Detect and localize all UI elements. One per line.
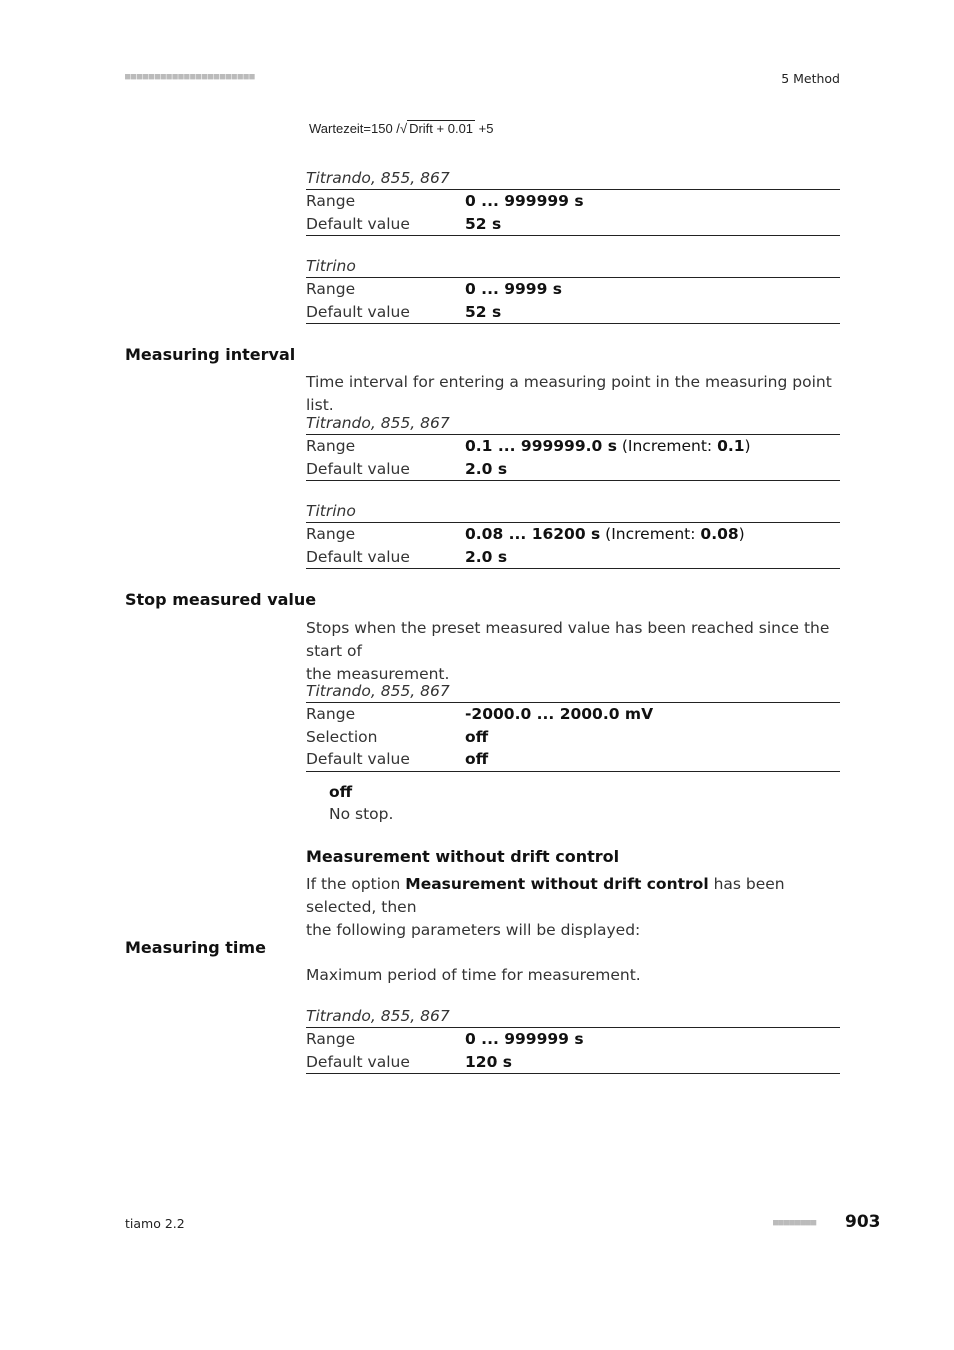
table-row — [306, 435, 840, 458]
row-value — [465, 435, 751, 458]
row-label: Default value — [306, 547, 410, 566]
param-table-titrino-wait — [306, 256, 840, 324]
table-row — [306, 213, 840, 236]
increment-open: (Increment: — [616, 437, 718, 455]
row-value: 52 s — [465, 302, 502, 321]
param-table-titrando-time — [306, 1006, 840, 1074]
row-label: Range — [306, 280, 356, 298]
table-row — [306, 726, 840, 749]
row-label: Range — [306, 192, 356, 210]
row-value: 0 ... 999999 s — [465, 192, 584, 210]
measuring-interval-description: Time interval for entering a measuring point in the measuring point list. — [306, 373, 832, 414]
radical-sign: √ — [399, 121, 408, 136]
increment-value: 0.08 — [700, 525, 739, 543]
row-label: Range — [306, 705, 356, 723]
formula-radicand: Drift + 0.01 — [409, 121, 474, 136]
measuring-time-description: Maximum period of time for measurement. — [306, 966, 641, 984]
row-label: Range — [306, 525, 356, 543]
text-part: If the option — [306, 875, 406, 893]
stop-measured-value-description — [306, 617, 840, 686]
without-drift-description — [306, 873, 840, 942]
row-value: 2.0 s — [465, 547, 508, 566]
formula-prefix: Wartezeit=150 / — [309, 121, 400, 136]
increment-close: ) — [744, 437, 751, 455]
table-caption: Titrando, 855, 867 — [306, 413, 840, 435]
row-label: Default value — [306, 302, 410, 321]
increment-open: (Increment: — [600, 525, 701, 543]
subsection-title-without-drift: Measurement without drift control — [306, 847, 620, 866]
table-bottom-rule — [306, 771, 840, 772]
description-line — [306, 873, 840, 919]
table-bottom-rule — [306, 480, 840, 481]
wait-time-formula — [309, 120, 493, 136]
row-value: 0 ... 9999 s — [465, 280, 563, 298]
row-value: off — [465, 727, 489, 746]
table-row — [306, 546, 840, 569]
table-row — [306, 458, 840, 481]
header-decoration: ■■■■■■■■■■■■■■■■■■■■■■ — [125, 72, 256, 82]
table-caption: Titrino — [306, 501, 840, 523]
range-value: 0.1 ... 999999.0 s — [465, 437, 617, 455]
range-value: 0.08 ... 16200 s — [465, 525, 601, 543]
text-part: has been selected, then — [306, 875, 785, 916]
table-caption: Titrando, 855, 867 — [306, 681, 840, 703]
section-title-measuring-time: Measuring time — [125, 938, 266, 957]
row-value: 120 s — [465, 1052, 512, 1071]
table-row — [306, 301, 840, 324]
row-value: 2.0 s — [465, 459, 508, 478]
row-label: Default value — [306, 214, 410, 233]
table-row — [306, 1051, 840, 1074]
product-name: tiamo 2.2 — [125, 1216, 185, 1231]
table-row — [306, 278, 840, 301]
table-caption: Titrando, 855, 867 — [306, 168, 840, 190]
table-row — [306, 190, 840, 213]
param-table-titrino-interval — [306, 501, 840, 569]
row-label: Selection — [306, 727, 378, 746]
table-bottom-rule — [306, 323, 840, 324]
description-line: the following parameters will be displayed: — [306, 921, 641, 939]
description-line: Stops when the preset measured value has been reached since the start of — [306, 619, 830, 660]
formula-suffix: +5 — [475, 121, 494, 136]
row-label: Default value — [306, 750, 410, 768]
row-label: Default value — [306, 1052, 410, 1071]
description-line: the measurement. — [306, 665, 450, 683]
table-row — [306, 748, 840, 771]
increment-value: 0.1 — [717, 437, 745, 455]
section-title-measuring-interval: Measuring interval — [125, 345, 296, 364]
row-value: 52 s — [465, 214, 502, 233]
row-label: Range — [306, 1030, 356, 1048]
table-bottom-rule — [306, 568, 840, 569]
row-label: Default value — [306, 459, 410, 478]
table-bottom-rule — [306, 235, 840, 236]
table-caption: Titrino — [306, 256, 840, 278]
footer-decoration: ■■■■■■■■ — [773, 1218, 817, 1228]
table-row — [306, 703, 840, 726]
option-name-off: off — [329, 783, 353, 801]
option-description-off: No stop. — [329, 805, 394, 823]
table-row — [306, 523, 840, 546]
param-table-titrando-wait — [306, 168, 840, 236]
row-value: -2000.0 ... 2000.0 mV — [465, 705, 654, 723]
row-label: Range — [306, 437, 356, 455]
param-table-titrando-stop — [306, 681, 840, 772]
increment-close: ) — [738, 525, 745, 543]
row-value: 0 ... 999999 s — [465, 1030, 584, 1048]
row-value — [465, 523, 745, 546]
section-title-stop-measured-value: Stop measured value — [125, 590, 317, 609]
page-number: 903 — [845, 1212, 881, 1232]
table-row — [306, 1028, 840, 1051]
chapter-title: 5 Method — [781, 71, 840, 86]
table-bottom-rule — [306, 1073, 840, 1074]
table-caption: Titrando, 855, 867 — [306, 1006, 840, 1028]
param-table-titrando-interval — [306, 413, 840, 481]
row-value: off — [465, 750, 489, 768]
text-bold: Measurement without drift control — [405, 875, 709, 893]
